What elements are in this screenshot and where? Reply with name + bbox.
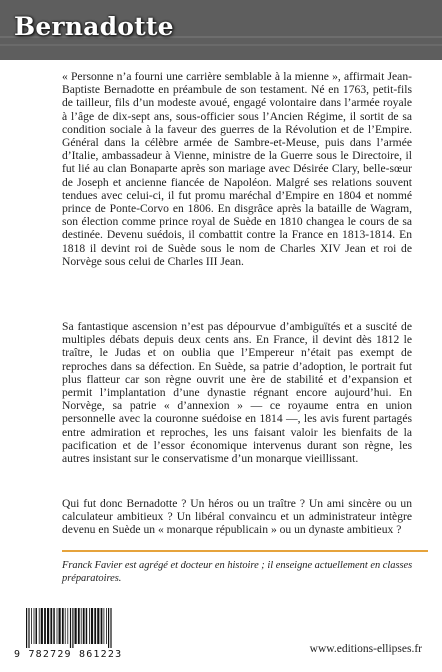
barcode-bar <box>47 608 49 644</box>
barcode-bar <box>78 608 80 644</box>
barcode-bar <box>72 608 73 648</box>
barcode-bar <box>108 608 109 648</box>
author-note: Franck Favier est agrégé et docteur en histoire ; il enseigne actuellement en classes préparatoires. <box>62 560 413 584</box>
barcode-bar <box>97 608 99 644</box>
barcode <box>14 608 174 660</box>
barcode-bar <box>26 608 27 648</box>
header-stripe <box>0 44 442 46</box>
barcode-bar <box>81 608 82 644</box>
barcode-bar <box>83 608 85 644</box>
barcode-bar <box>31 608 32 644</box>
barcode-bar <box>50 608 52 644</box>
barcode-bar <box>41 608 43 644</box>
barcode-bar <box>106 608 107 644</box>
barcode-bar <box>86 608 88 644</box>
paragraph-legacy <box>62 320 412 465</box>
paragraph-text: « Personne n’a fourni une carrière semblable à la mienne », affirmait Jean-Baptiste Bernadotte en préambule de son testament. Né en 1763, petit-fils de tailleur, fils d’un modeste avoué, engagé volontaire dans l’armée royale à l’âge de dix-sept ans, sous-officier sous l’Ancien Régime, il sortit de sa condition sociale à la faveur des guerres de la Révolution et de l’Empire. Général dans la célèbre armée de Sambre-et-Meuse, puis dans l’armée d’Italie, ambassadeur à Vienne, ministre de la Guerre sous le Directoire, il fut lié au clan Bonaparte après son mariage avec Désirée Clary, belle-sœur de Joseph et ancienne fiancée de Napoléon. Malgré ses relations souvent tendues avec celui-ci, il fut promu maréchal d’Empire en 1804 et nommé prince de Ponte-Corvo en 1806. En disgrâce après la bataille de Wagram, son élection comme prince royal de Suède en 1810 changea le cours de sa destinée. Devenu suédois, il combattit contre la France en 1813-1814. En 1818 il devint roi de Suède sous le nom de Charles XIV Jean et roi de Norvège sous celui de Charles III Jean. <box>62 70 412 268</box>
publisher-website: www.editions-ellipses.fr <box>309 643 422 655</box>
separator-rule <box>62 550 428 552</box>
barcode-bar <box>91 608 93 644</box>
barcode-bar <box>101 608 103 644</box>
barcode-bars <box>26 608 162 648</box>
paragraph-biography <box>62 70 412 268</box>
paragraph-text: Qui fut donc Bernadotte ? Un héros ou un traître ? Un ami sincère ou un calculateur ambitieux ? Un libéral convaincu et un administrateur intègre devenu en Suède un « monarque républicain » ou un dynaste ambitieux ? <box>62 497 412 537</box>
barcode-bar <box>110 608 111 648</box>
barcode-bar <box>59 608 61 644</box>
paragraph-text: Sa fantastique ascension n’est pas dépourvue d’ambiguïtés et a suscité de multiples débats depuis deux cents ans. En France, il devint dès 1812 le traître, le Judas et on oublia que l’Empereur n’était pas exempt de reproches dans sa défection. En Suède, sa patrie d’adoption, le portrait fut plus flatteur car son règne ouvrit une ère de stabilité et d’expansion et permit l’implantation d’une dynastie régnant encore aujourd’hui. En Norvège, sa patrie « d’annexion » — ce royaume entra en union personnelle avec la couronne suédoise en 1814 —, les avis furent partagés entre admiration et reproches, les uns faisant valoir les bienfaits de la pacification et de l’essor économique intervenus durant son règne, les autres insistant sur le conservatisme d’un monarque vieillissant. <box>62 320 412 466</box>
paragraph-questions <box>62 497 412 537</box>
barcode-bar <box>94 608 96 644</box>
barcode-bar <box>104 608 105 644</box>
barcode-bar <box>53 608 55 644</box>
book-title: Bernadotte <box>14 12 174 41</box>
barcode-bar <box>70 608 71 648</box>
barcode-bar <box>36 608 38 644</box>
barcode-bar <box>62 608 64 644</box>
barcode-bar <box>57 608 58 644</box>
barcode-bar <box>28 608 29 648</box>
barcode-bar <box>67 608 68 644</box>
barcode-bar <box>34 608 35 644</box>
barcode-bar <box>65 608 66 644</box>
barcode-digits: 9 782729 861223 <box>14 649 123 660</box>
barcode-bar <box>89 608 90 644</box>
barcode-bar <box>75 608 77 644</box>
barcode-bar <box>39 608 40 644</box>
barcode-bar <box>44 608 46 644</box>
header-band <box>0 0 442 60</box>
